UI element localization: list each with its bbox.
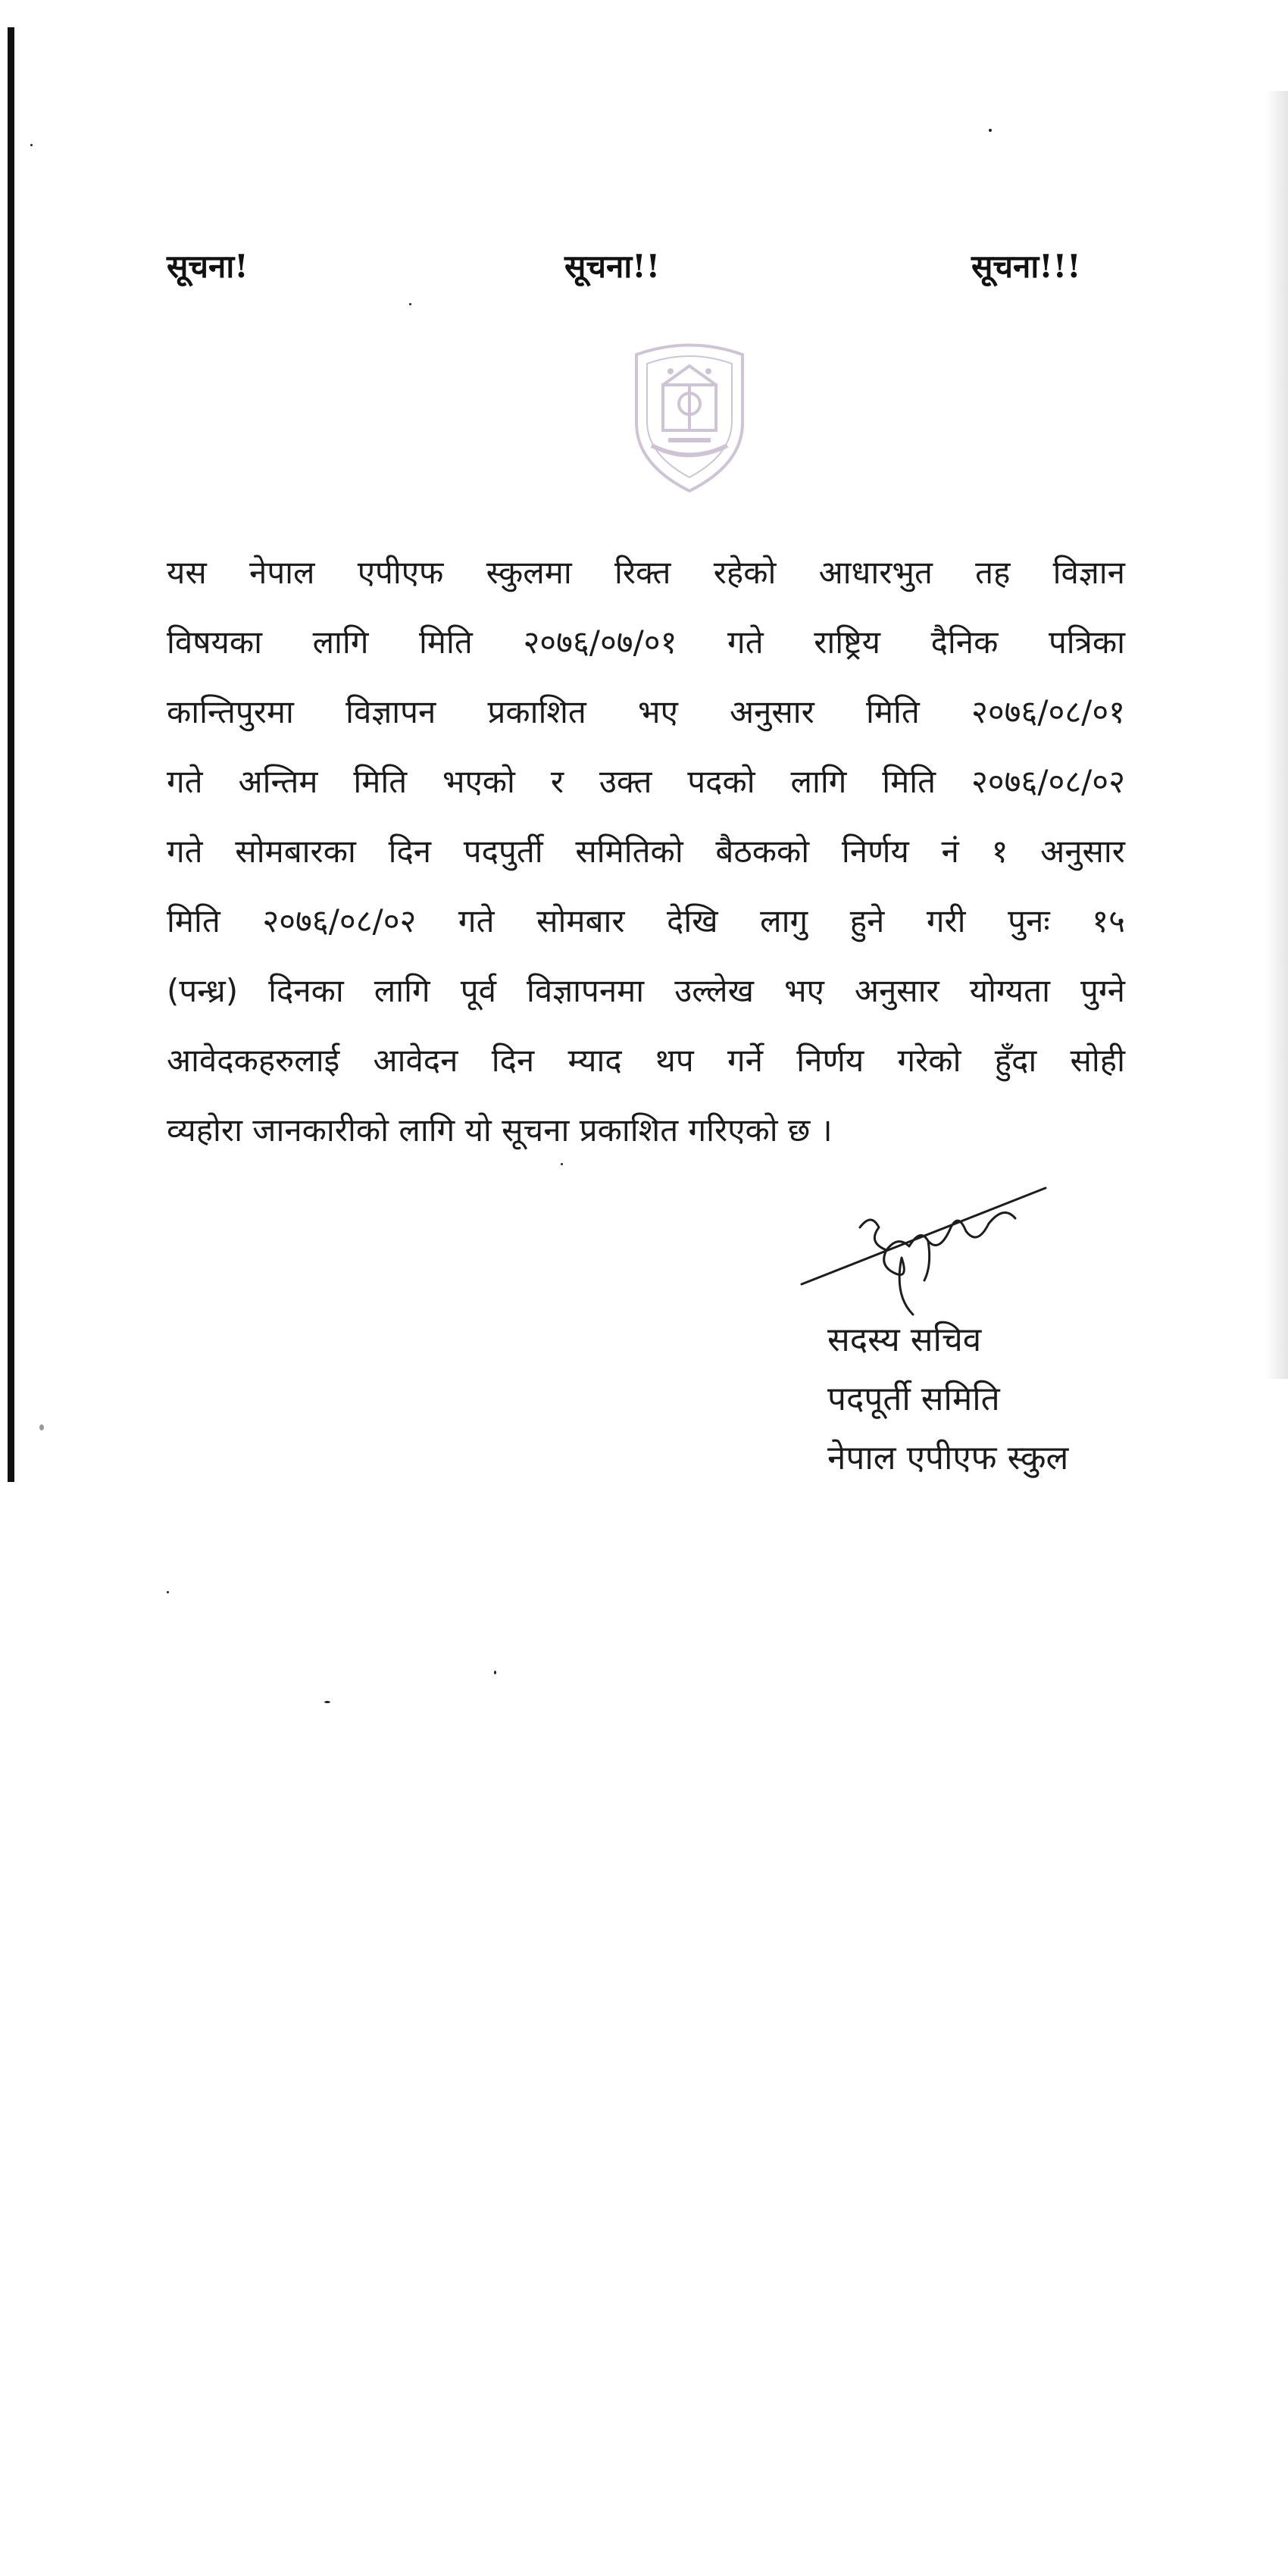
notice-line: कान्तिपुरमा विज्ञापन प्रकाशित भए अनुसार मिति २०७६/०८/०१ — [167, 693, 1125, 730]
notice-line: गते सोमबारका दिन पदपुर्ती समितिको बैठकको निर्णय नं १ अनुसार — [167, 833, 1125, 870]
scan-speck — [30, 144, 33, 146]
notice-line: आवेदकहरुलाई आवेदन दिन म्याद थप गर्ने निर्णय गरेको हुँदा सोही — [167, 1042, 1125, 1079]
notice-headings — [167, 244, 1083, 289]
signoff-title: सदस्य सचिव — [827, 1321, 982, 1359]
scan-speck — [989, 129, 992, 132]
signoff-block — [827, 1311, 1068, 1488]
scan-speck — [494, 1671, 496, 1674]
heading-notice-3: सूचना!!! — [971, 248, 1081, 285]
notice-body — [167, 538, 1125, 1165]
heading-notice-1: सूचना! — [167, 248, 249, 285]
signature — [796, 1182, 1053, 1326]
signoff-committee: पदपूर्ती समिति — [827, 1380, 1000, 1418]
scan-shadow — [1265, 91, 1288, 1379]
school-emblem-icon — [621, 332, 758, 499]
scan-speck — [409, 303, 411, 305]
scan-speck — [324, 1701, 330, 1703]
notice-line: यस नेपाल एपीएफ स्कुलमा रिक्त रहेको आधारभुत तह विज्ञान — [167, 554, 1125, 591]
heading-notice-2: सूचना!! — [564, 248, 661, 285]
scan-speck — [561, 1163, 563, 1165]
scan-speck — [167, 1591, 169, 1593]
scan-edge — [8, 27, 14, 1482]
notice-line: मिति २०७६/०८/०२ गते सोमबार देखि लागु हुने गरी पुनः १५ — [167, 902, 1125, 939]
notice-line: गते अन्तिम मिति भएको र उक्त पदको लागि मिति २०७६/०८/०२ — [167, 763, 1125, 800]
notice-line: व्यहोरा जानकारीको लागि यो सूचना प्रकाशित गरिएको छ । — [167, 1111, 833, 1149]
signoff-organization: नेपाल एपीएफ स्कुल — [827, 1439, 1069, 1477]
scan-speck — [39, 1424, 44, 1430]
notice-line: (पन्ध्र) दिनका लागि पूर्व विज्ञापनमा उल्लेख भए अनुसार योग्यता पुग्ने — [167, 972, 1125, 1009]
notice-line: विषयका लागि मिति २०७६/०७/०१ गते राष्ट्रिय दैनिक पत्रिका — [167, 624, 1125, 661]
